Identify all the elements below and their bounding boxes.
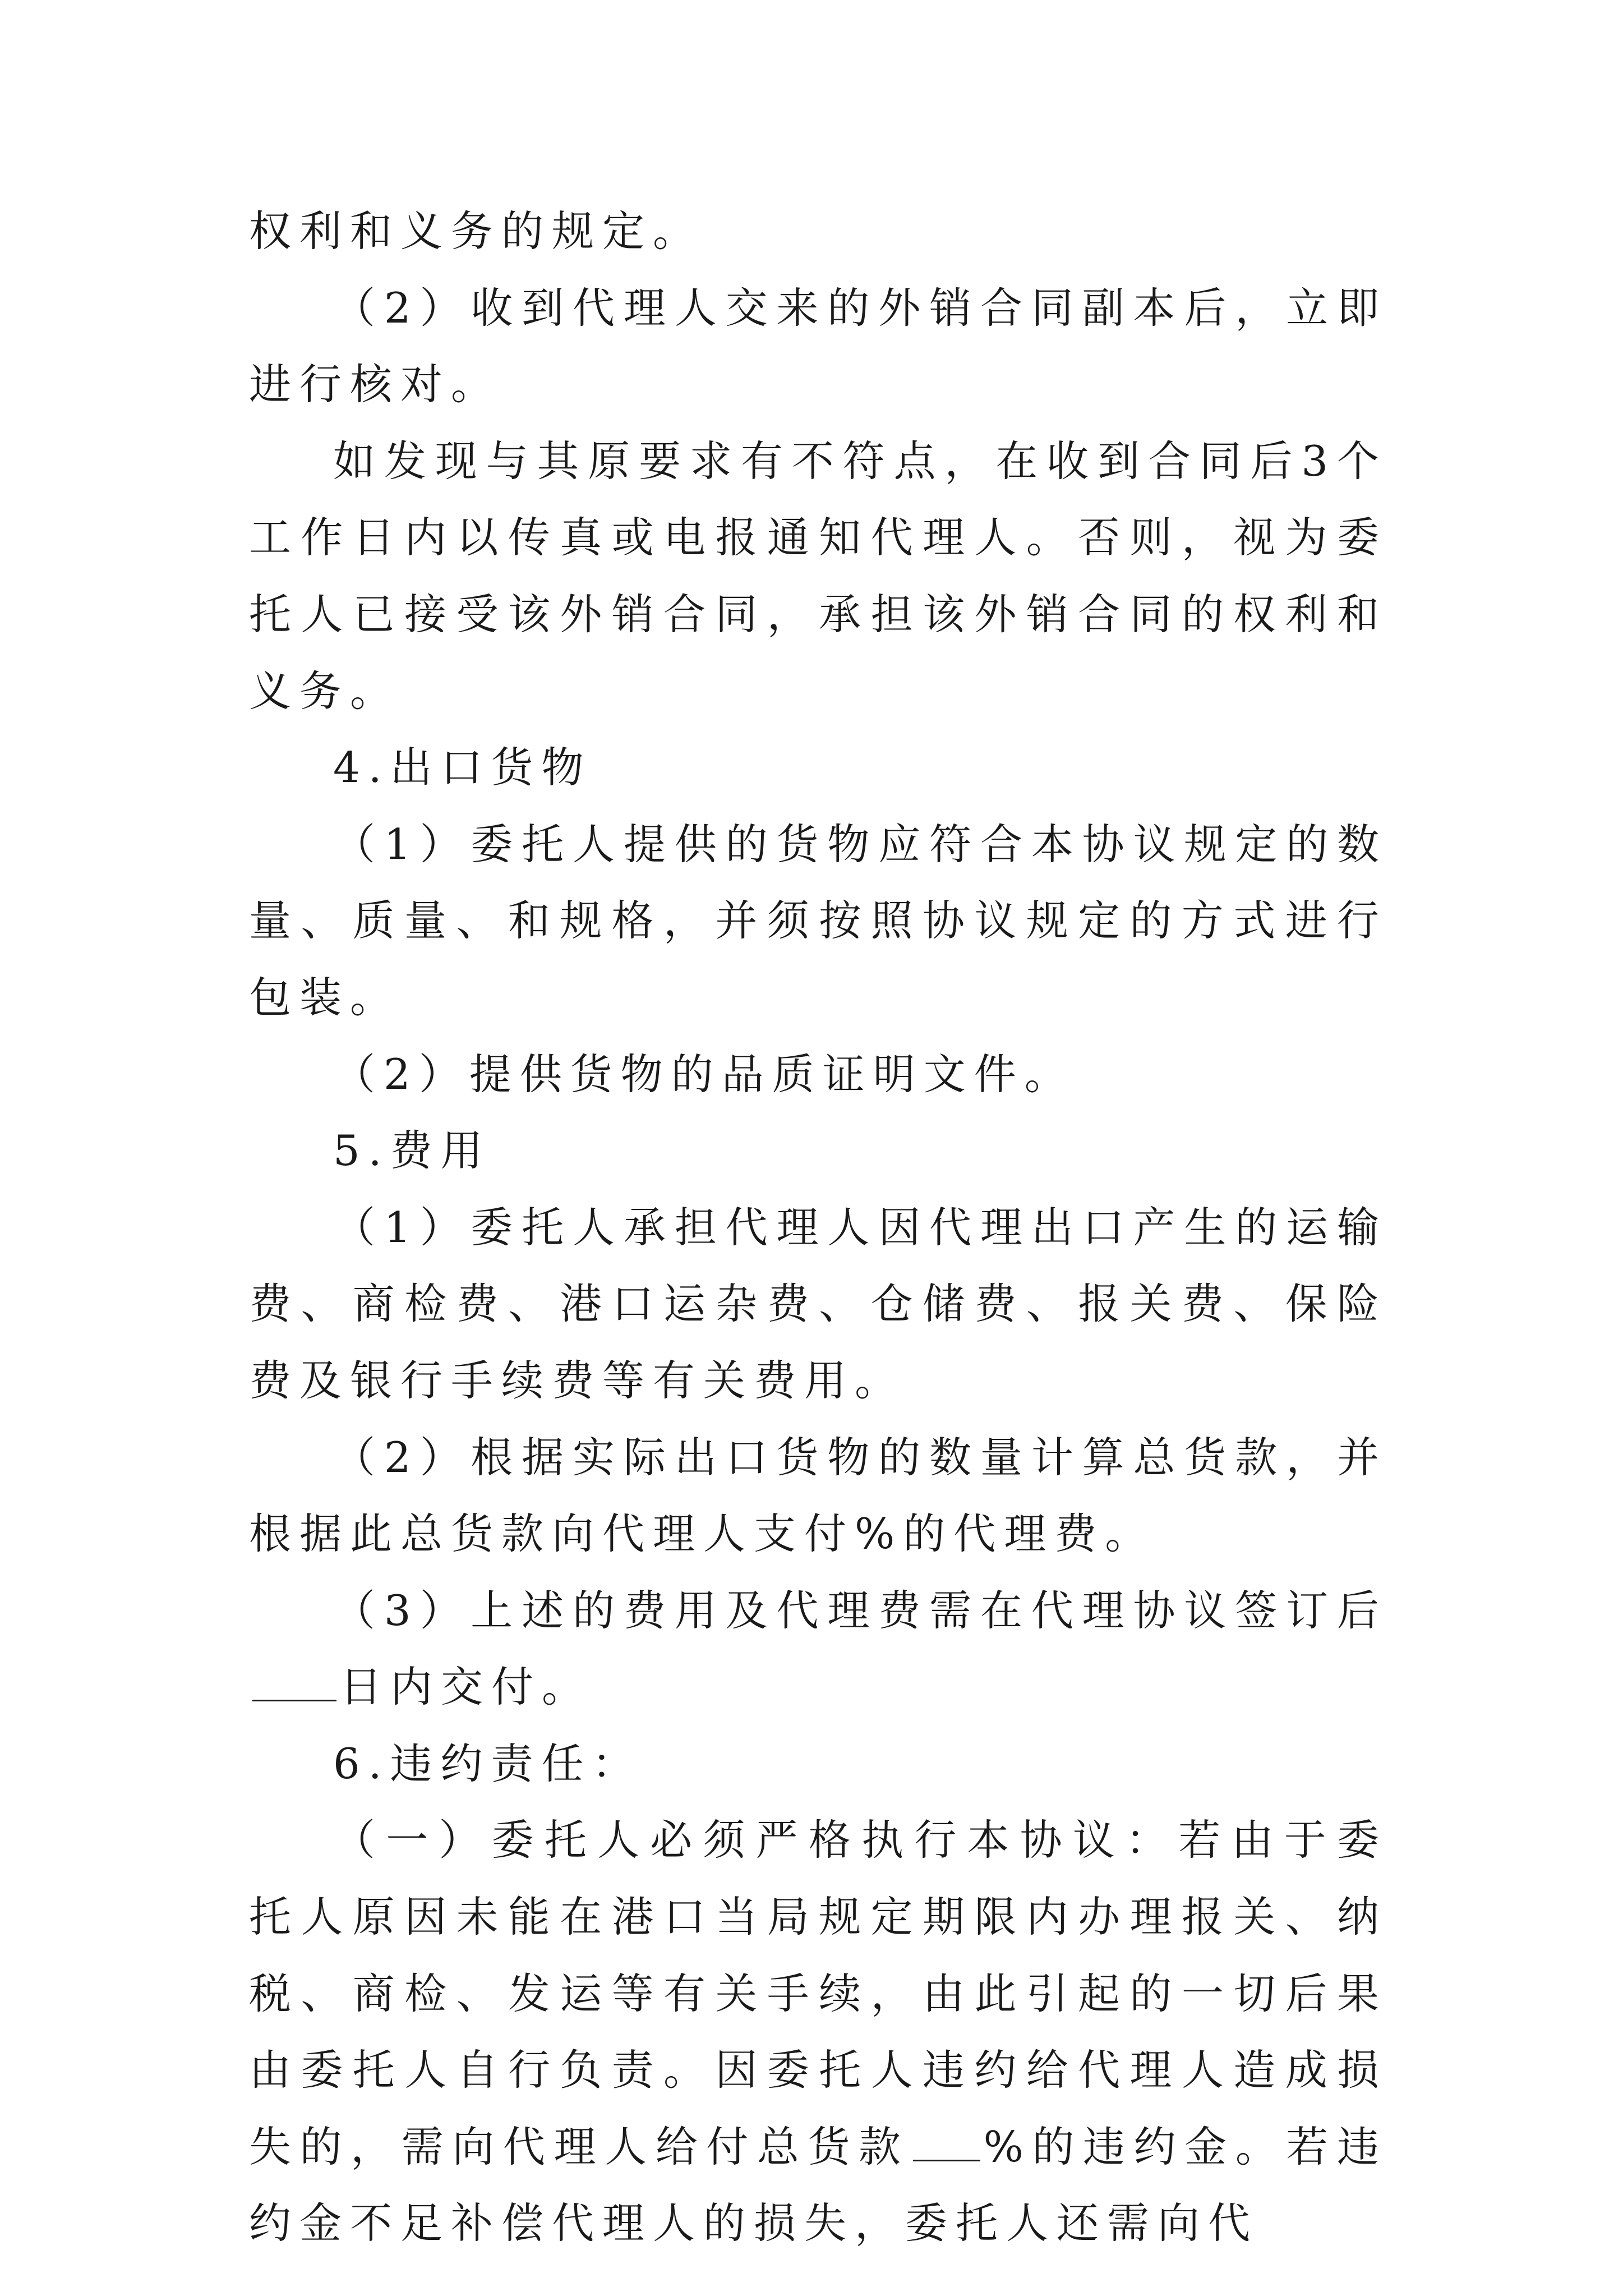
payment-deadline-text-after: 日内交付。 [340,1662,593,1712]
paragraph-goods-quality: （1）委托人提供的货物应符合本协议规定的数量、质量、和规格，并须按照协议规定的方式进行包装。 [249,819,1387,1022]
contract-text [249,193,1387,2262]
heading-breach-liability: 6.违约责任： [333,1738,643,1788]
paragraph-fees-borne: （1）委托人承担代理人因代理出口产生的运输费、商检费、港口运杂费、仓储费、报关费、保险费及银行手续费等有关费用。 [249,1202,1387,1405]
paragraph-nonconformity-notice: 如发现与其原要求有不符点，在收到合同后3个工作日内以传真或电报通知代理人。否则，视为委托人已接受该外销合同，承担该外销合同的权利和义务。 [249,436,1387,716]
principal-breach-text-before: （一）委托人必须严格执行本协议：若由于委托人原因未能在港口当局规定期限内办理报关、纳税、商检、发运等有关手续，由此引起的一切后果由委托人自行负责。因委托人违约给代理人造成损失的，需向代理人给付总货款 [249,1815,1387,2171]
paragraph-contract-copy-check: （2）收到代理人交来的外销合同副本后，立即进行核对。 [249,283,1387,409]
heading-export-goods: 4.出口货物 [333,743,592,793]
principal-breach-text-after: %的违约金。若违约金不足补偿代理人的损失，委托人还需向代 [249,2122,1387,2248]
heading-fees: 5.费用 [333,1126,491,1176]
paragraph-payment-deadline [249,1572,1387,1726]
percent-blank-line [913,2126,980,2161]
paragraph-principal-breach [249,1802,1387,2262]
payment-deadline-text-before: （3）上述的费用及代理费需在代理协议签订后 [333,1585,1387,1635]
paragraph-quality-certificate: （2）提供货物的品质证明文件。 [333,1049,1075,1099]
paragraph-agency-fee: （2）根据实际出口货物的数量计算总货款，并根据此总货款向代理人支付%的代理费。 [249,1432,1387,1559]
days-blank-line [252,1666,336,1701]
paragraph-rights-obligations-end: 权利和义务的规定。 [249,206,704,256]
